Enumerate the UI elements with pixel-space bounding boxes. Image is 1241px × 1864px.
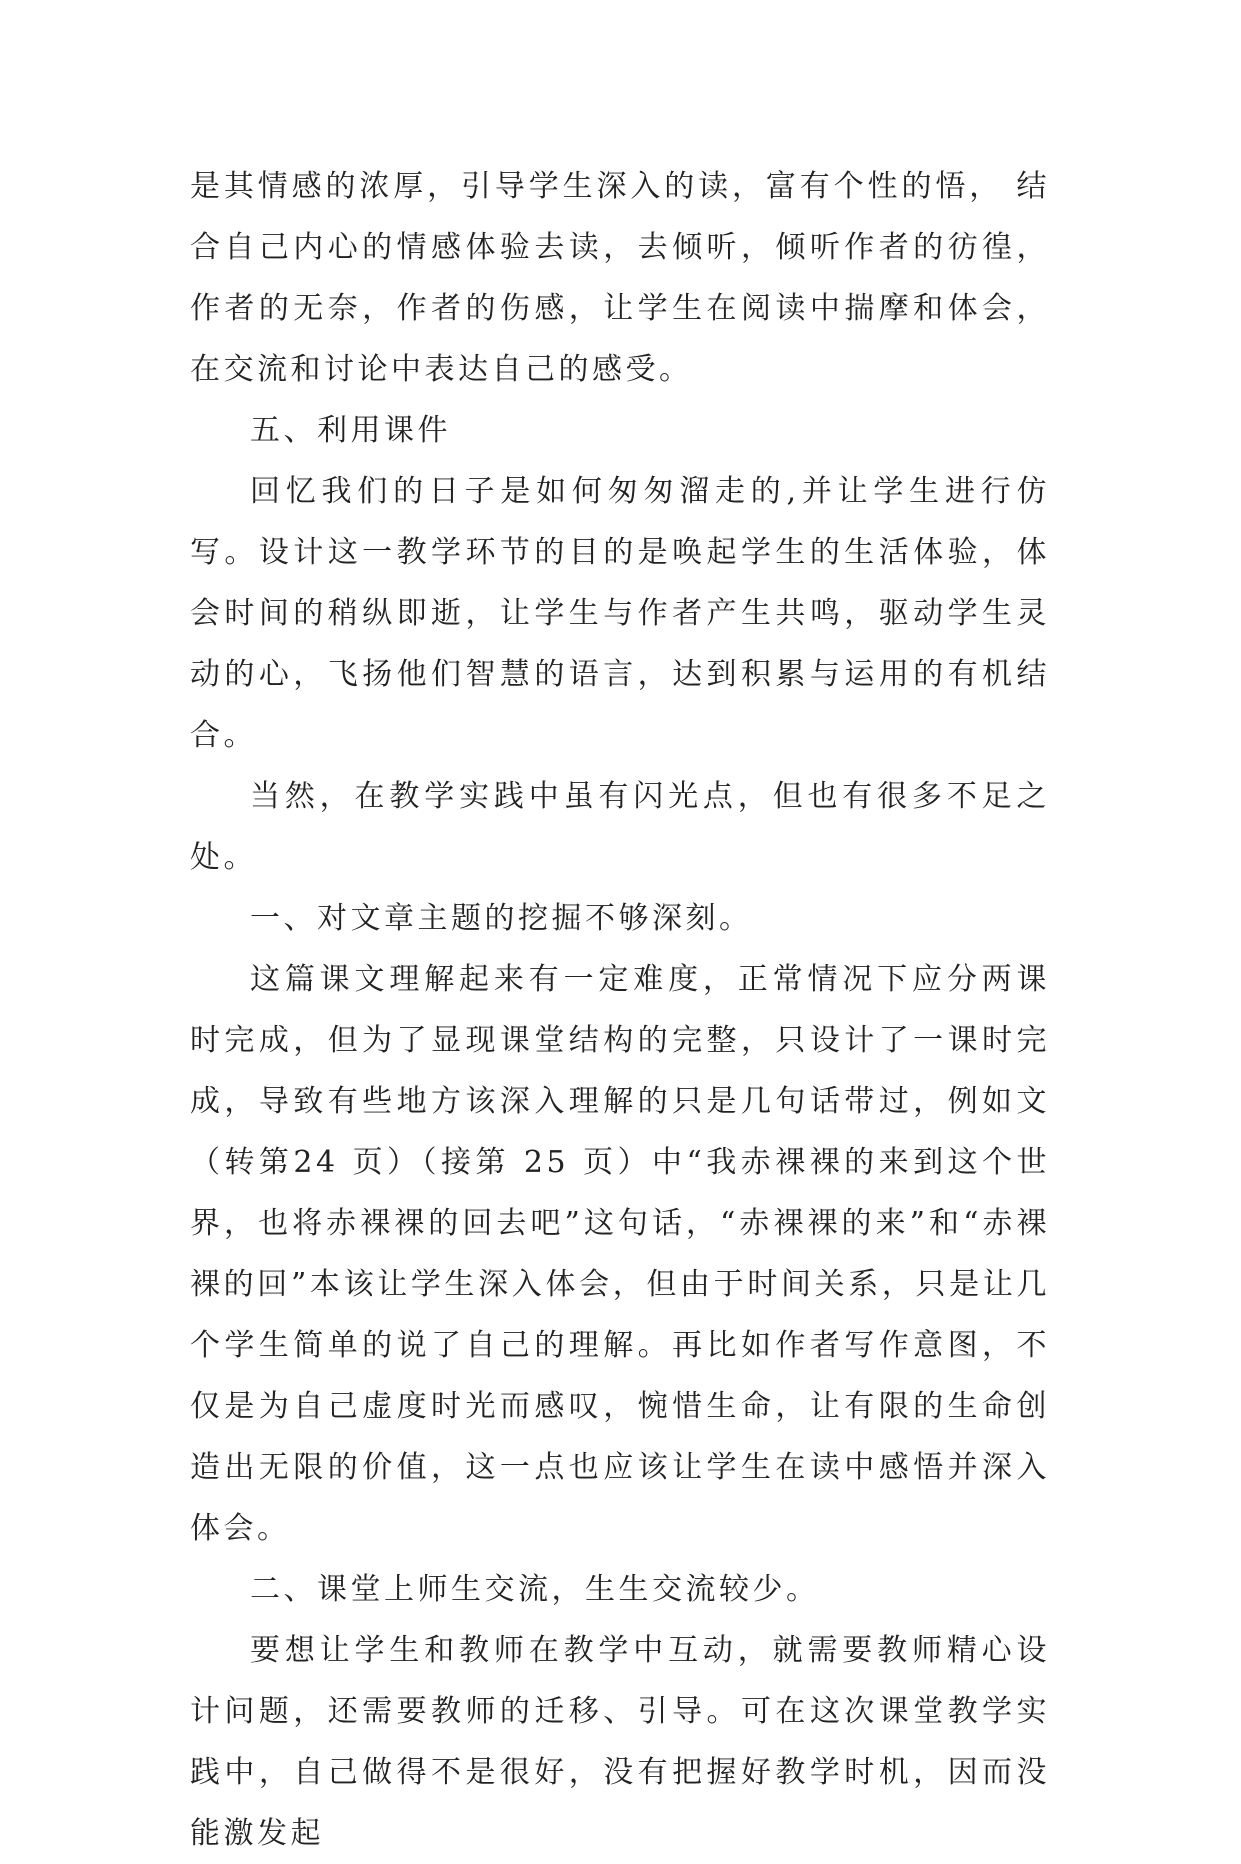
section-heading-2: 二、课堂上师生交流，生生交流较少。 bbox=[250, 1572, 820, 1607]
paragraph-5: 要想让学生和教师在教学中互动，就需要教师精心设计问题，还需要教师的迁移、引导。可在这次课堂教学实践中，自己做得不是很好，没有把握好教学时机，因而没能激发起 bbox=[190, 1633, 1050, 1851]
section-heading-5: 五、利用课件 bbox=[250, 413, 451, 448]
paragraph-4: 这篇课文理解起来有一定难度，正常情况下应分两课时完成，但为了显现课堂结构的完整，只设计了一课时完成，导致有些地方该深入理解的只是几句话带过，例如文（转第24 页）（接第 25 页）中“我赤裸裸的来到这个世界，也将赤裸裸的回去吧”这句话，“赤裸裸的来”和“赤裸裸的回”本该让学生深入体会，但由于时间关系，只是让几个学生简单的说了自己的理解。再比如作者写作意图，不仅是为自己虚度时光而感叹，惋惜生命，让有限的生命创造出无限的价值，这一点也应该让学生在读中感悟并深入体会。 bbox=[190, 962, 1050, 1546]
paragraph-3: 当然，在教学实践中虽有闪光点，但也有很多不足之处。 bbox=[190, 779, 1050, 875]
document-body bbox=[190, 156, 1050, 1864]
paragraph-2: 回忆我们的日子是如何匆匆溜走的,并让学生进行仿写。设计这一教学环节的目的是唤起学生的生活体验，体会时间的稍纵即逝，让学生与作者产生共鸣，驱动学生灵动的心，飞扬他们智慧的语言，达到积累与运用的有机结合。 bbox=[190, 474, 1050, 753]
paragraph-1: 是其情感的浓厚，引导学生深入的读，富有个性的悟， 结合自己内心的情感体验去读，去倾听，倾听作者的彷徨，作者的无奈，作者的伤感，让学生在阅读中揣摩和体会，在交流和讨论中表达自己的感受。 bbox=[190, 169, 1050, 387]
section-heading-1: 一、对文章主题的挖掘不够深刻。 bbox=[250, 901, 753, 936]
